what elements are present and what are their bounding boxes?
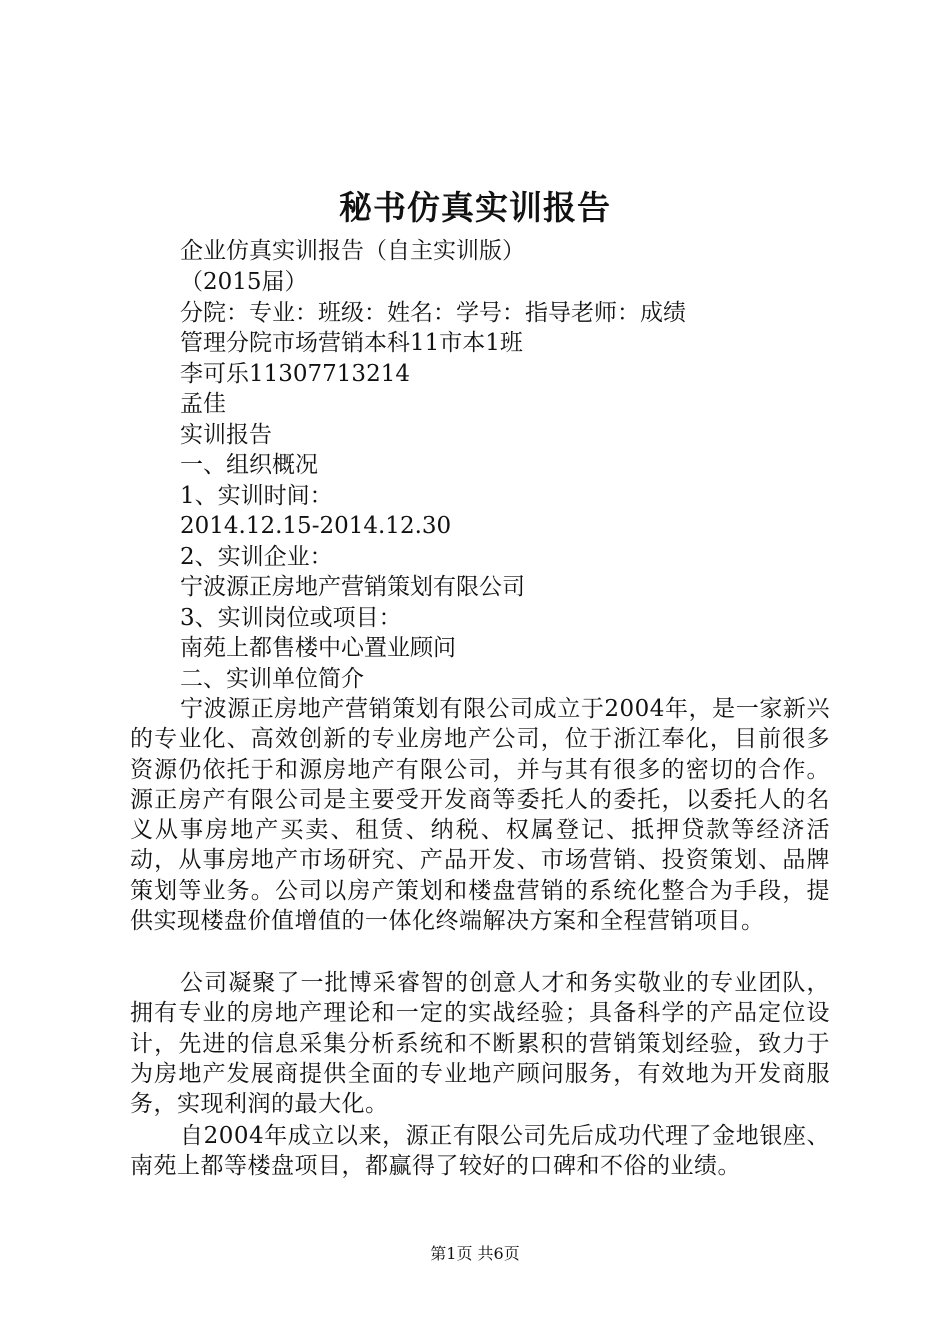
section-heading: 二、实训单位简介 (180, 666, 364, 692)
text-line: 1、实训时间： (180, 483, 333, 509)
text-line: 2、实训企业： (180, 544, 333, 570)
text-line: 南苑上都售楼中心置业顾问 (180, 635, 456, 661)
document-title: 秘书仿真实训报告 (339, 188, 611, 227)
text-line: 实训报告 (180, 422, 272, 448)
section-heading: 一、组织概况 (180, 452, 318, 478)
page-footer: 第1页 共6页 (430, 1244, 520, 1263)
text-line: 3、实训岗位或项目： (180, 605, 402, 631)
paragraph: 公司凝聚了一批博采睿智的创意人才和务实敬业的专业团队，拥有专业的房地产理论和一定的实战经验；具备科学的产品定位设计，先进的信息采集分析系统和不断累积的营销策划经验，致力于为房地产发展商提供全面的专业地产顾问服务，有效地为开发商服务，实现利润的最大化。 (130, 970, 830, 1118)
text-line: （2015届） (180, 269, 308, 295)
text-line: 管理分院市场营销本科11市本1班 (180, 330, 523, 356)
text-line: 孟佳 (180, 391, 226, 417)
text-line: 企业仿真实训报告（自主实训版） (180, 238, 525, 264)
text-line: 2014.12.15-2014.12.30 (180, 513, 452, 539)
paragraph: 宁波源正房地产营销策划有限公司成立于2004年，是一家新兴的专业化、高效创新的专业房地产公司，位于浙江奉化，目前很多资源仍依托于和源房地产有限公司，并与其有很多的密切的合作。源正房产有限公司是主要受开发商等委托人的委托，以委托人的名义从事房地产买卖、租赁、纳税、权属登记、抵押贷款等经济活动，从事房地产市场研究、产品开发、市场营销、投资策划、品牌策划等业务。公司以房产策划和楼盘营销的系统化整合为手段，提供实现楼盘价值增值的一体化终端解决方案和全程营销项目。 (130, 696, 830, 935)
paragraph: 自2004年成立以来，源正有限公司先后成功代理了金地银座、南苑上都等楼盘项目，都赢得了较好的口碑和不俗的业绩。 (130, 1123, 830, 1180)
text-line: 宁波源正房地产营销策划有限公司 (180, 574, 525, 600)
text-line: 李可乐11307713214 (180, 361, 410, 387)
text-line: 分院：专业：班级：姓名：学号：指导老师：成绩 (180, 300, 686, 326)
